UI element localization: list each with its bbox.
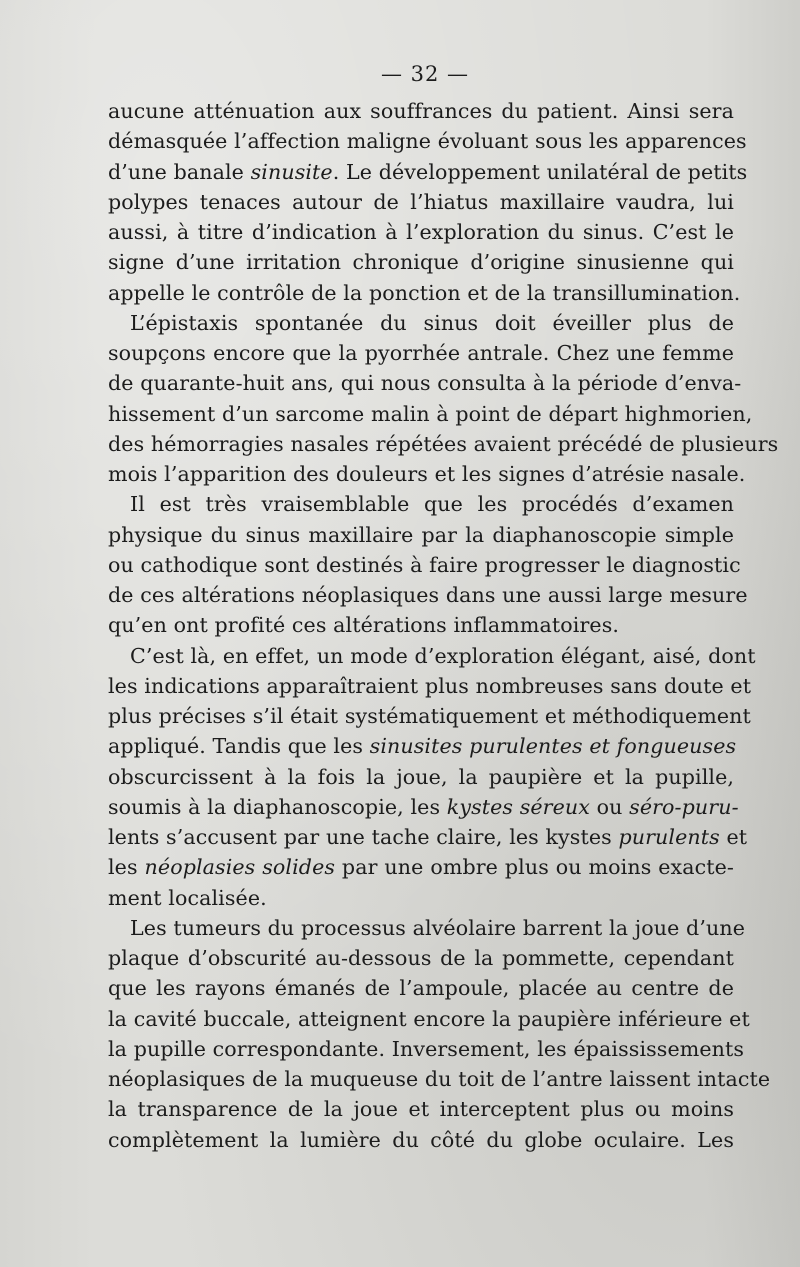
text-line: mois l’apparition des douleurs et les signes d’atrésie nasale. [108,462,746,486]
paragraph-4 [108,641,756,913]
text-line: lents s’accusent par une tache claire, les kystes purulents et [108,825,748,849]
text-line: L’épistaxis spontanée du sinus doit éveiller plus de [130,310,734,335]
text-line: la pupille correspondante. Inversement, les épaississements [108,1036,745,1061]
text-line: polypes tenaces autour de l’hiatus maxillaire vaudra, lui [108,189,734,214]
text-line: d’une banale sinusite. Le développement unilatéral de petits [108,159,748,184]
text-line: aussi, à titre d’indication à l’exploration du sinus. C’est le [108,220,734,244]
text-line: aucune atténuation aux souffrances du patient. Ainsi sera [108,99,734,123]
text-line: de ces altérations néoplasiques dans une aussi large mesure [108,583,748,607]
text-line: la transparence de la joue et interceptent plus ou moins [108,1097,734,1122]
document-page [108,58,779,1155]
paragraph-2 [108,308,779,490]
text-line: plus précises s’il était systématiquement et méthodiquement [108,704,751,728]
paragraph-3 [108,489,748,640]
text-line: complètement la lumière du côté du globe oculaire. Les [108,1127,734,1152]
text-line: néoplasiques de la muqueuse du toit de l’antre laissent intacte [108,1067,771,1091]
text-line: de quarante-huit ans, qui nous consulta à la période d’enva- [108,371,742,396]
text-line: ou cathodique sont destinés à faire progresser le diagnostic [108,552,741,577]
text-line: démasquée l’affection maligne évoluant sous les apparences [108,129,747,154]
text-line: appliqué. Tandis que les sinusites purulentes et fongueuses [108,734,737,759]
text-line: appelle le contrôle de la ponction et de la transillumination. [108,280,741,305]
text-line: les indications apparaîtraient plus nombreuses sans doute et [108,673,752,698]
text-line: soupçons encore que la pyorrhée antrale. Chez une femme [108,341,734,365]
paragraph-1 [108,96,748,308]
text-line: Il est très vraisemblable que les procédés d’examen [130,492,734,517]
text-line: Les tumeurs du processus alvéolaire barrent la joue d’une [130,915,745,940]
text-line: plaque d’obscurité au-dessous de la pommette, cependant [108,946,734,970]
text-line: ment localisée. [108,885,267,910]
text-line: soumis à la diaphanoscopie, les kystes séreux ou séro-puru- [108,794,739,819]
text-line: qu’en ont profité ces altérations inflammatoires. [108,613,620,638]
text-line: la cavité buccale, atteignent encore la paupière inférieure et [108,1006,750,1031]
text-line: des hémorragies nasales répétées avaient précédé de plusieurs [108,431,779,456]
text-line: C’est là, en effet, un mode d’exploration élégant, aisé, dont [130,643,756,668]
text-line: que les rayons émanés de l’ampoule, placée au centre de [108,976,734,1001]
text-line: physique du sinus maxillaire par la diaphanoscopie simple [108,522,734,547]
text-line: les néoplasies solides par une ombre plus ou moins exacte- [108,855,734,880]
text-line: hissement d’un sarcome malin à point de départ highmorien, [108,401,753,426]
page-number: — 32 — [380,62,470,86]
text-line: obscurcissent à la fois la joue, la paupière et la pupille, [108,764,734,789]
text-line: signe d’une irritation chronique d’origine sinusienne qui [108,250,734,275]
paragraph-5 [108,913,771,1155]
